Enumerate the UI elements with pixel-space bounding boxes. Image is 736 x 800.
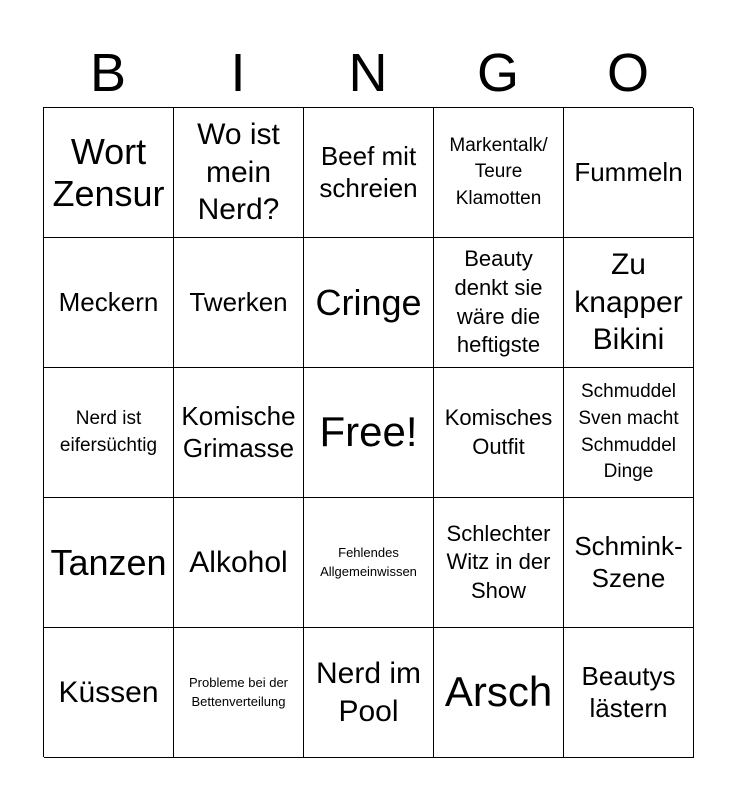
- cell-label: Beautys lästern: [581, 661, 676, 723]
- bingo-cell[interactable]: [434, 498, 564, 628]
- cell-label: Komisches Outfit: [444, 404, 553, 459]
- cell-label: Schmuddel Sven macht Schmuddel Dinge: [578, 381, 679, 483]
- bingo-cell[interactable]: [434, 108, 564, 238]
- cell-label: Beef mit schreien: [319, 141, 418, 203]
- bingo-cell[interactable]: [44, 368, 174, 498]
- bingo-cell[interactable]: [174, 498, 304, 628]
- cell-label: Tanzen: [50, 541, 167, 583]
- cell-label: Probleme bei der Bettenverteilung: [189, 674, 288, 709]
- free-space-cell[interactable]: [304, 368, 434, 498]
- bingo-cell[interactable]: [174, 238, 304, 368]
- bingo-cell[interactable]: [564, 108, 694, 238]
- bingo-cell[interactable]: [304, 498, 434, 628]
- header-letter-g: G: [476, 43, 519, 103]
- bingo-cell[interactable]: [44, 108, 174, 238]
- bingo-cell[interactable]: [304, 628, 434, 758]
- cell-label: Alkohol: [189, 545, 288, 579]
- cell-label: Schlechter Witz in der Show: [446, 520, 551, 603]
- bingo-cell[interactable]: [174, 108, 304, 238]
- cell-label: Küssen: [58, 675, 159, 709]
- cell-label: Markentalk/ Teure Klamotten: [449, 134, 548, 209]
- bingo-header: [43, 40, 693, 106]
- bingo-cell[interactable]: [304, 238, 434, 368]
- cell-label: Wo ist mein Nerd?: [197, 118, 280, 227]
- bingo-cell[interactable]: [564, 368, 694, 498]
- bingo-cell[interactable]: [564, 628, 694, 758]
- bingo-cell[interactable]: [174, 628, 304, 758]
- cell-label: Beauty denkt sie wäre die heftigste: [454, 246, 543, 358]
- cell-label: Komische Grimasse: [181, 401, 296, 463]
- header-letter-i: I: [230, 43, 246, 103]
- bingo-cell[interactable]: [564, 498, 694, 628]
- cell-label: Schmink-Szene: [574, 531, 683, 593]
- cell-label: Zu knapper Bikini: [574, 248, 683, 357]
- bingo-cell[interactable]: [304, 108, 434, 238]
- cell-label: Twerken: [189, 286, 288, 317]
- bingo-cell[interactable]: [434, 368, 564, 498]
- header-letter-n: N: [348, 43, 388, 103]
- bingo-cell[interactable]: [44, 238, 174, 368]
- cell-label: Arsch: [444, 668, 553, 716]
- cell-label: Nerd im Pool: [315, 657, 421, 728]
- header-letter-b: B: [89, 43, 127, 103]
- bingo-cell[interactable]: [434, 628, 564, 758]
- cell-label: Cringe: [315, 281, 422, 323]
- bingo-board: [43, 107, 693, 757]
- cell-label: Nerd ist eifersüchtig: [59, 407, 158, 456]
- bingo-cell[interactable]: [44, 498, 174, 628]
- bingo-cell[interactable]: [174, 368, 304, 498]
- bingo-cell[interactable]: [434, 238, 564, 368]
- bingo-cell[interactable]: [564, 238, 694, 368]
- cell-label: Fummeln: [574, 156, 683, 187]
- bingo-cell[interactable]: [44, 628, 174, 758]
- cell-label: Wort Zensur: [52, 131, 165, 214]
- header-letter-o: O: [606, 43, 649, 103]
- cell-label: Meckern: [58, 286, 159, 317]
- free-space-label: Free!: [319, 408, 418, 456]
- cell-label: Fehlendes Allgemeinwissen: [320, 544, 417, 579]
